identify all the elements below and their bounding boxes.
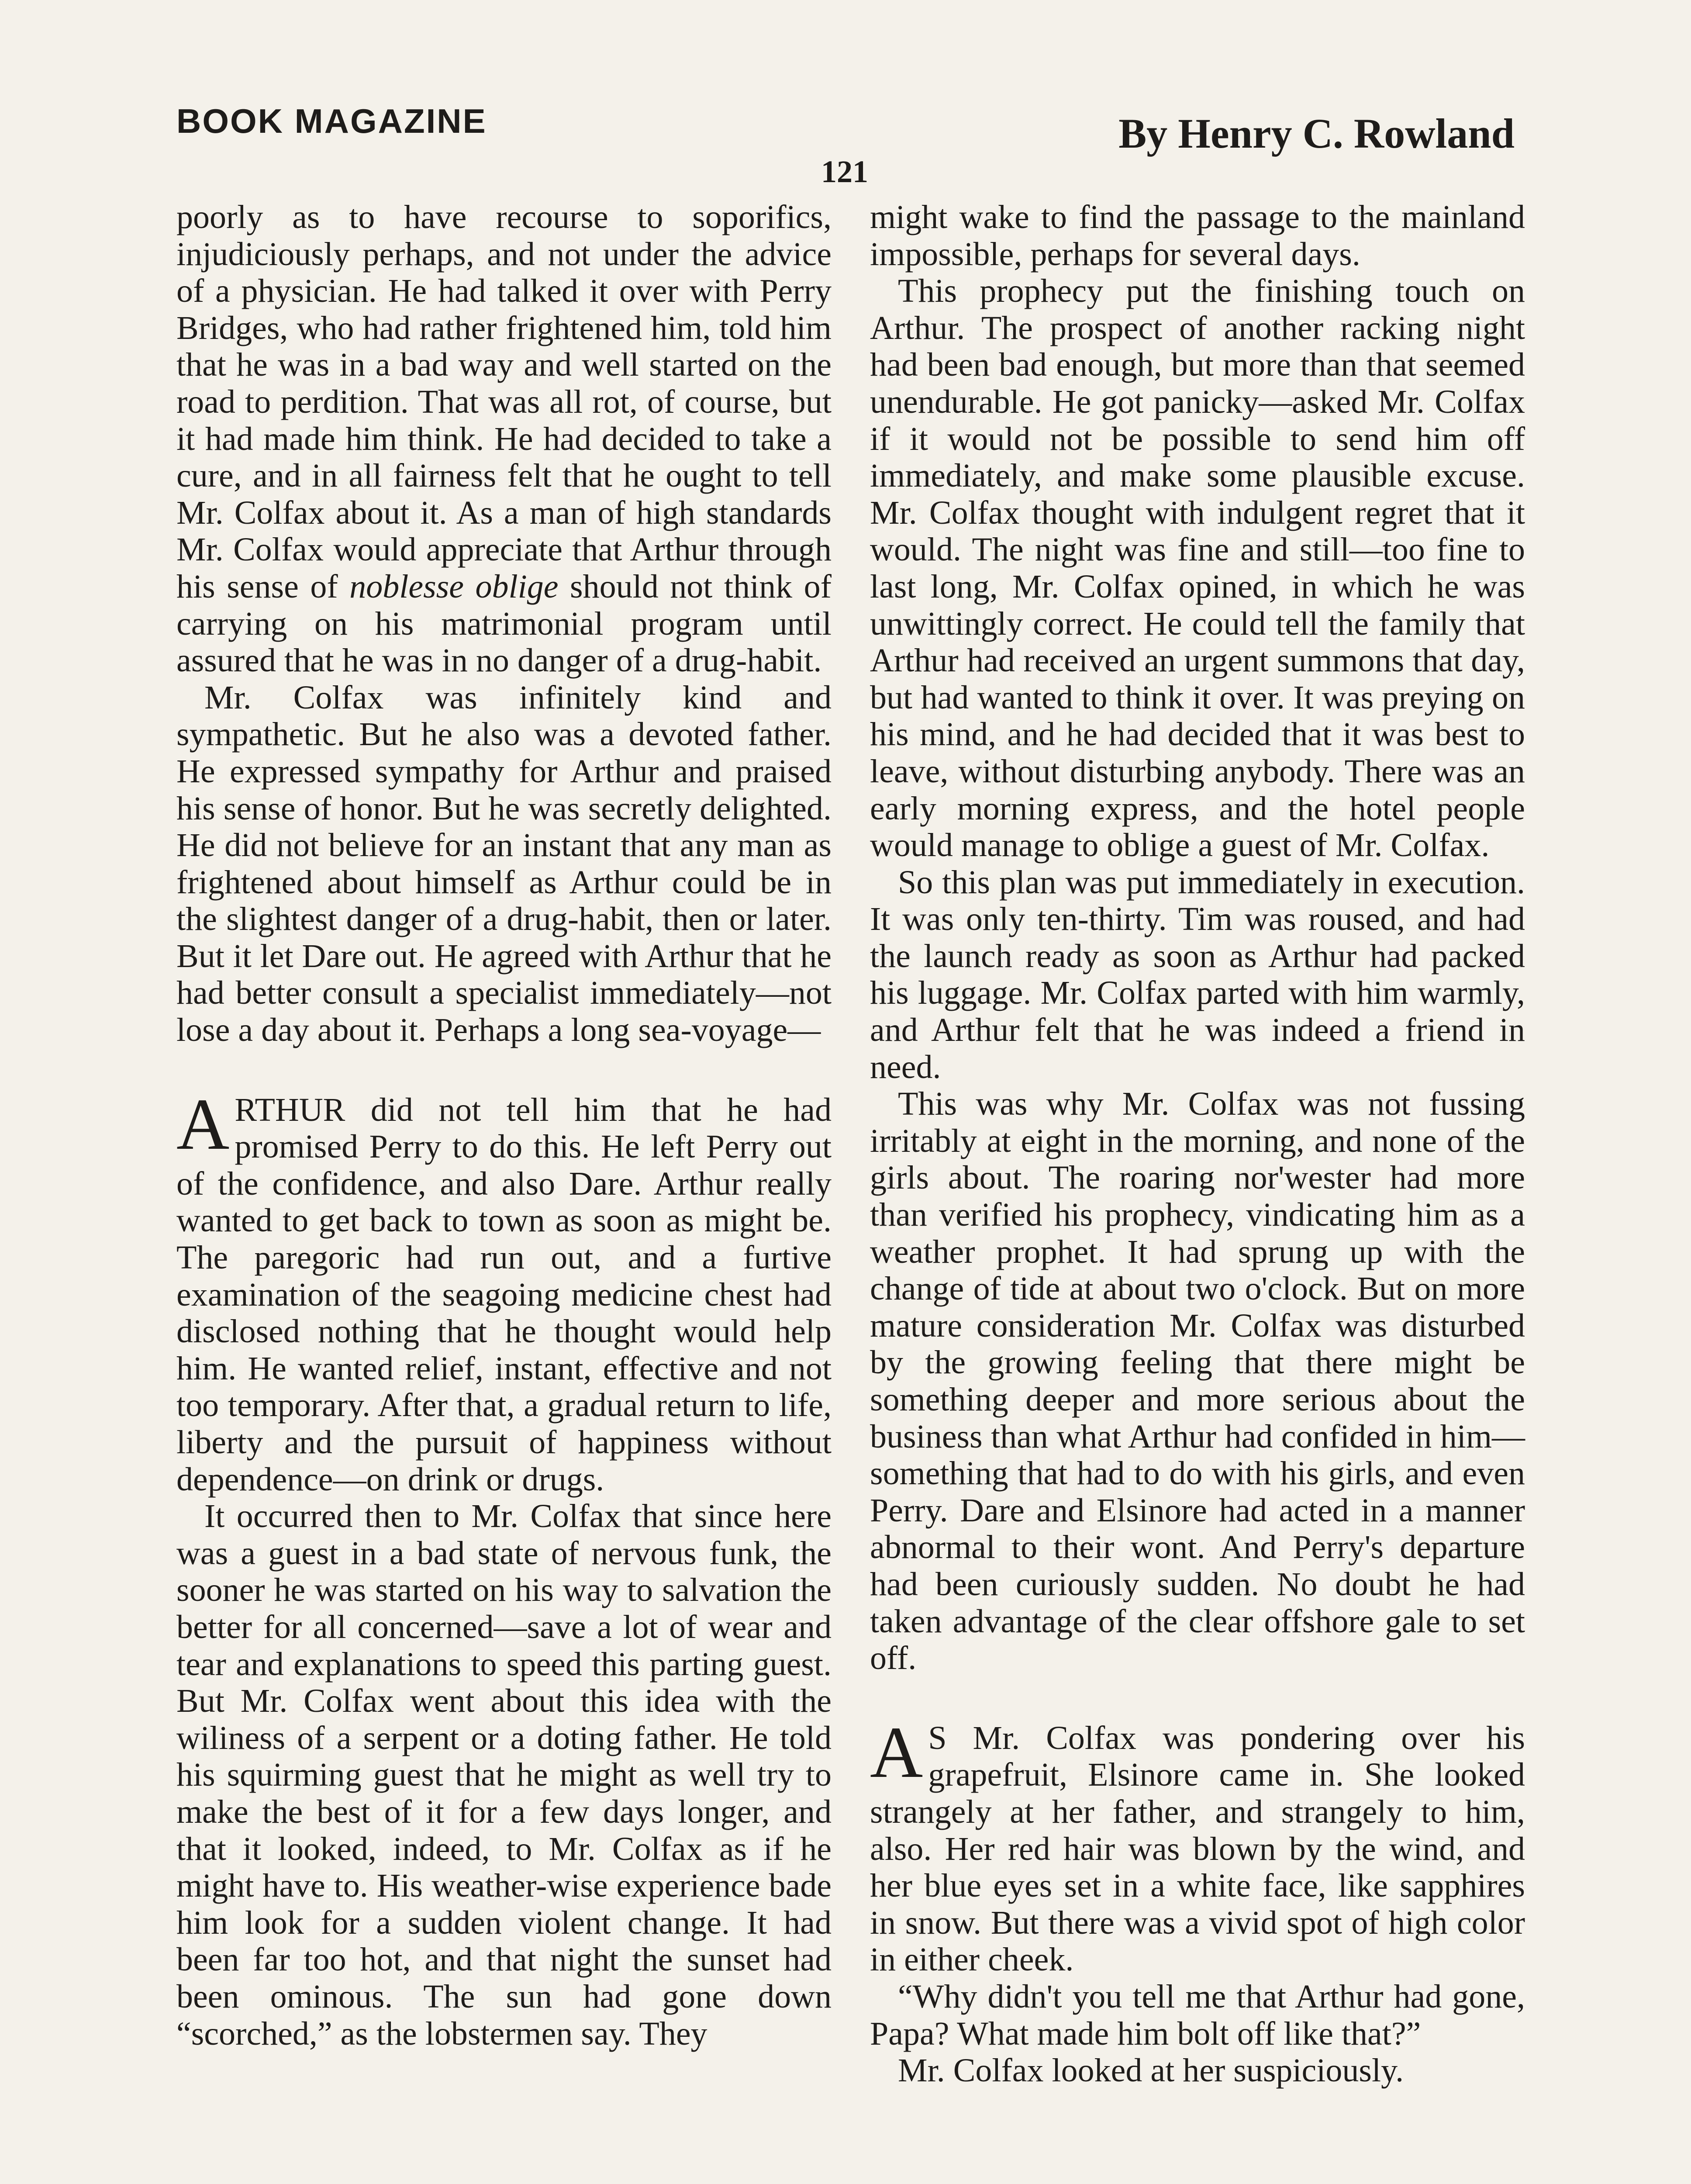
- paragraph: Mr. Colfax looked at her suspiciously.: [898, 2052, 1404, 2089]
- paragraph-text: S Mr. Colfax was pondering over his grapefruit, Elsinore came in. She looked strangely at her father, and strangely to him, also. Her red hair was blown by the wind, and her blue eyes set in a white face, like sapphires in snow. But there was a vivid spot of high color in either cheek.: [870, 1719, 1525, 1978]
- paragraph-drop-cap: [176, 1083, 832, 1498]
- paragraph: This was why Mr. Colfax was not fussing irritably at eight in the morning, and none of the girls about. The roaring nor'wester had more than verified his prophecy, vindicating him as a weather prophet. It had sprung up with the change of tide at about two o'clock. But on more mature consideration Mr. Colfax was disturbed by the growing feeling that there might be something deeper and more serious about the business than what Arthur had confided in him—something that had to do with his girls, and even Perry. Dare and Elsinore had acted in a manner abnormal to their wont. And Perry's departure had been curiously sudden. No doubt he had taken advantage of the clear offshore gale to set off.: [870, 1085, 1525, 1677]
- paragraph-drop-cap: [870, 1711, 1525, 1978]
- paragraph-text: poorly as to have recourse to soporifics, injudiciously perhaps, and not under the advice of a physician. He had talked it over with Perry Bridges, who had rather frightened him, told him that he was in a bad way and well started on the road to perdition. That was all rot, of course, but it had made him think. He had decided to take a cure, and in all fairness felt that he ought to tell Mr. Colfax about it. As a man of high standards Mr. Colfax would appreciate that Arthur through his sense of: [176, 199, 832, 605]
- italic-phrase: noblesse oblige: [349, 568, 559, 605]
- page-number: 121: [821, 154, 868, 189]
- paragraph: “Why didn't you tell me that Arthur had gone, Papa? What made him bolt off like that?”: [870, 1978, 1525, 2052]
- paragraph-text: should not think of carrying on his matrimonial program until assured that he was in no danger of a drug-habit.: [176, 568, 832, 679]
- paragraph-text: RTHUR did not tell him that he had promised Perry to do this. He left Perry out of the confidence, and also Dare. Arthur really wanted to get back to town as soon as might be. The paregoric had run out, and a furtive examination of the seagoing medicine chest had disclosed nothing that he thought would help him. He wanted relief, instant, effective and not too temporary. After that, a gradual return to life, liberty and the pursuit of happiness without dependence—on drink or drugs.: [176, 1091, 832, 1498]
- paragraph: So this plan was put immediately in execution. It was only ten-thirty. Tim was roused, and had the launch ready as soon as Arthur had packed his luggage. Mr. Colfax parted with him warmly, and Arthur felt that he was indeed a friend in need.: [870, 864, 1525, 1085]
- paragraph: It occurred then to Mr. Colfax that since here was a guest in a bad state of nervous funk, the sooner he was started on his way to salvation the better for all concerned—save a lot of wear and tear and explanations to speed this parting guest. But Mr. Colfax went about this idea with the wiliness of a serpent or a doting father. He told his squirming guest that he might as well try to make the best of it for a few days longer, and that it looked, indeed, to Mr. Colfax as if he might have to. His weather-wise experience bade him look for a sudden violent change. It had been far too hot, and that night the sunset had been ominous. The sun had gone down “scorched,” as the lobstermen say. They: [176, 1498, 832, 2052]
- section-break: [176, 1049, 832, 1092]
- left-column: [176, 199, 832, 2052]
- drop-cap: A: [176, 1083, 230, 1165]
- paragraph: [176, 199, 832, 679]
- magazine-title: BOOK MAGAZINE: [176, 102, 487, 140]
- paragraph: Mr. Colfax was infinitely kind and sympathetic. But he also was a devoted father. He expressed sympathy for Arthur and praised his sense of honor. But he was secretly delighted. He did not believe for an instant that any man as frightened about himself as Arthur could be in the slightest danger of a drug-habit, then or later. But it let Dare out. He agreed with Arthur that he had better consult a specialist immediately—not lose a day about it. Perhaps a long sea-voyage—: [176, 679, 832, 1049]
- right-column: [870, 199, 1525, 2089]
- paragraph: This prophecy put the finishing touch on Arthur. The prospect of another racking night had been bad enough, but more than that seemed unendurable. He got panicky—asked Mr. Colfax if it would not be possible to send him off immediately, and make some plausible excuse. Mr. Colfax thought with indulgent regret that it would. The night was fine and still—too fine to last long, Mr. Colfax opined, in which he was unwittingly correct. He could tell the family that Arthur had received an urgent summons that day, but had wanted to think it over. It was preying on his mind, and he had decided that it was best to leave, without disturbing anybody. There was an early morning express, and the hotel people would manage to oblige a guest of Mr. Colfax.: [870, 273, 1525, 864]
- paragraph: might wake to find the passage to the mainland impossible, perhaps for several days.: [870, 199, 1525, 273]
- section-break: [870, 1677, 1525, 1720]
- author-byline: By Henry C. Rowland: [1118, 110, 1515, 157]
- drop-cap: A: [870, 1711, 923, 1793]
